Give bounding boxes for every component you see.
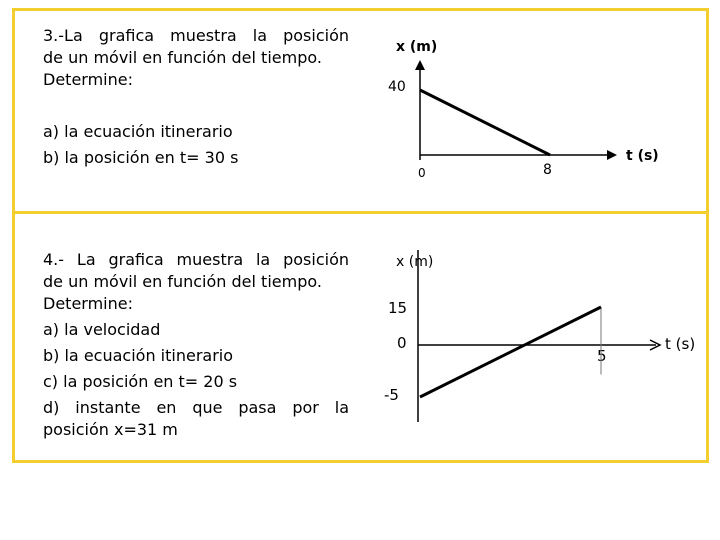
y-tick-0: 0 [397,334,407,352]
problem-4-item-d-cont: posición x=31 m [43,420,178,439]
problem-3-line-2: de un móvil en función del tiempo. [43,48,322,67]
position-line [420,90,550,155]
problem-4-line-2: de un móvil en función del tiempo. [43,272,322,291]
y-tick-minus-5: -5 [384,386,399,404]
position-line [420,307,601,397]
problem-4-item-c: c) la posición en t= 20 s [43,372,238,391]
y-axis-label: x (m) [396,39,438,55]
problem-4-line-1: 4.- La grafica muestra la posición [43,250,349,269]
problem-4-line-3: Determine: [43,294,133,313]
problem-3-item-a: a) la ecuación itinerario [43,122,233,141]
problem-4-graph [370,240,705,430]
y-tick-40: 40 [388,79,406,95]
x-axis-label: t (s) [626,148,659,164]
section-divider [12,211,709,214]
problem-3-line-3: Determine: [43,70,133,89]
problem-3-text [43,25,349,169]
x-tick-8: 8 [543,162,552,178]
y-tick-15: 15 [388,299,408,317]
y-axis-label: x (m) [396,254,434,270]
problem-4-text [43,249,349,441]
problem-4-item-a: a) la velocidad [43,320,161,339]
problem-4-item-b: b) la ecuación itinerario [43,346,234,365]
problem-3-line-1: 3.-La grafica muestra la posición [43,26,349,45]
problem-4-item-d: d) instante en que pasa por la [43,398,349,417]
problem-3-graph [370,20,690,190]
x-tick-5: 5 [597,347,607,365]
problem-3-item-b: b) la posición en t= 30 s [43,148,239,167]
x-axis-label: t (s) [665,335,696,353]
origin-tick: 0 [418,166,426,180]
